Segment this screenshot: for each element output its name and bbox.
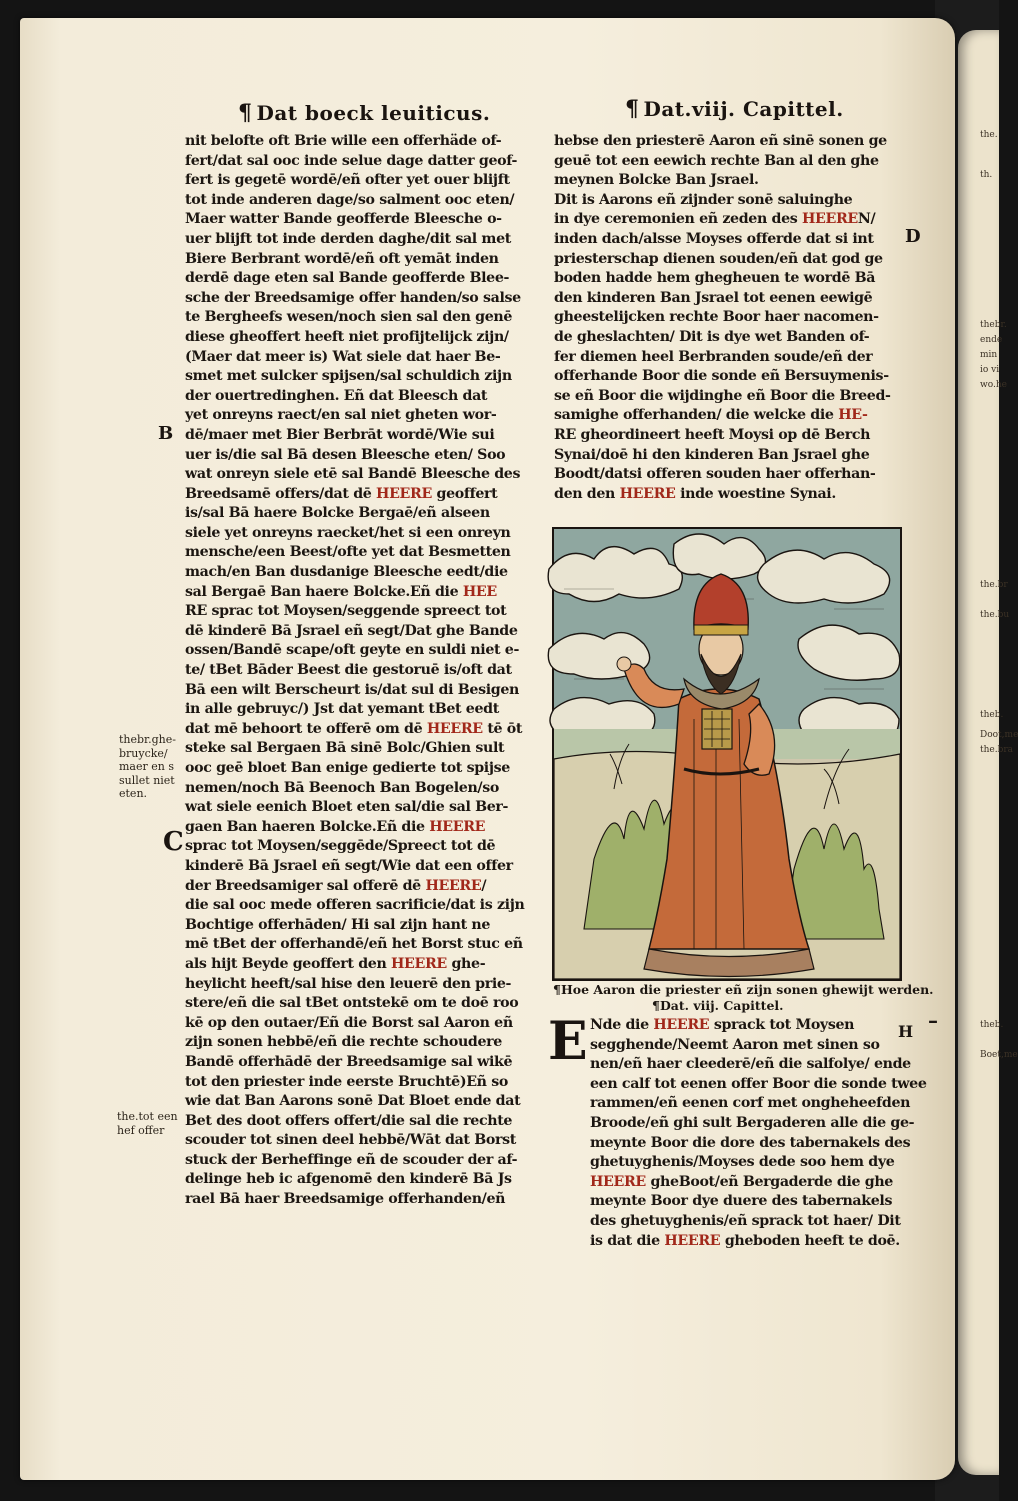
text-line: Maer watter Bande geofferde Bleesche o-: [185, 211, 502, 228]
facing-page-note: thebr.: [980, 320, 1007, 330]
facing-page-note: min: [980, 350, 998, 360]
text-line: stuck der Berheffinge eñ de scouder der af-: [185, 1151, 518, 1168]
text-line: tot inde anderen dage/so salment ooc eten/: [185, 191, 515, 208]
pilcrow-icon: ¶: [652, 998, 660, 1013]
text-line: den kinderen Ban Jsrael tot eenen eewigē: [554, 289, 873, 306]
facing-page-note: Doot,me: [980, 730, 1018, 740]
text-line: in dye ceremonien eñ zeden des HEEREN/: [554, 211, 876, 228]
text-line: boden hadde hem ghegheuen te wordē Bā: [554, 270, 876, 287]
text-line: smet met sulcker spijsen/sal schuldich zijn: [185, 368, 512, 385]
text-line: gaen Ban haeren Bolcke.Eñ die HEERE: [185, 818, 486, 835]
margin-note-line: maer en s: [119, 760, 174, 773]
margin-note: [117, 1110, 178, 1137]
text-line: Bandē offerhādē der Breedsamige sal wikē: [185, 1053, 513, 1070]
text-line: Bochtige offerhāden/ Hi sal zijn hant ne: [185, 916, 491, 933]
woodcut-illustration: [552, 527, 902, 981]
text-line: Bā een wilt Berscheurt is/dat sul di Besigen: [185, 681, 519, 698]
text-line: diese gheoffert heeft niet profijtelijck zijn/: [185, 328, 509, 345]
facing-page-note: the.bu: [980, 610, 1010, 620]
text-line: HEERE gheBoot/eñ Bergaderde die ghe: [590, 1173, 893, 1190]
margin-note: [119, 733, 176, 801]
text-line: stere/eñ die sal tBet ontstekē om te doē roo: [185, 995, 519, 1012]
text-line: zijn sonen hebbē/eñ die rechte schoudere: [185, 1034, 502, 1051]
text-line: dē/maer met Bier Berbrāt wordē/Wie sui: [185, 426, 495, 443]
text-line: een calf tot eenen offer Boor die sonde twee: [590, 1075, 927, 1092]
facing-page-note: the.bra: [980, 745, 1014, 755]
text-line: Broode/eñ ghi sult Bergaderen alle die ge-: [590, 1114, 915, 1131]
text-line: nen/eñ haer cleederē/eñ die salfolye/ ende: [590, 1056, 911, 1073]
margin-note-line: the.tot een: [117, 1110, 178, 1123]
text-line: fert/dat sal ooc inde selue dage datter geof-: [185, 152, 518, 169]
paragraph-marker: C: [163, 827, 184, 857]
facing-page-note: th.: [980, 170, 993, 180]
facing-page-note: ende: [980, 335, 1003, 345]
text-line: mensche/een Beest/ofte yet dat Besmetten: [185, 544, 511, 561]
facing-page-note: io vi: [980, 365, 1000, 375]
text-line: is/sal Bā haere Bolcke Bergaē/eñ alseen: [185, 505, 490, 522]
text-line: inden dach/alsse Moyses offerde dat si int: [554, 230, 874, 247]
text-line: Nde die HEERE sprack tot Moysen: [590, 1017, 855, 1033]
text-line: ossen/Bandē scape/oft geyte en suldi niet e-: [185, 642, 520, 659]
text-line: uer blijft tot inde derden daghe/dit sal met: [185, 230, 511, 247]
text-line: Dit is Aarons eñ zijnder sonē saluinghe: [554, 191, 853, 208]
text-line: samighe offerhanden/ die welcke die HE-: [554, 407, 868, 424]
text-line: mach/en Ban dusdanige Bleesche eedt/die: [185, 564, 508, 581]
text-line: Bet des doot offers offert/die sal die rechte: [185, 1112, 513, 1129]
left-text-column: [185, 132, 535, 1210]
facing-page-edge: [958, 30, 1018, 1475]
text-line: wat onreyn siele etē sal Bandē Bleesche des: [185, 466, 521, 483]
text-line: yet onreyns raect/en sal niet gheten wor-: [185, 407, 497, 424]
text-line: ghetuyghenis/Moyses dede soo hem dye: [590, 1154, 895, 1171]
text-line: hebse den priesterē Aaron eñ sinē sonen ge: [554, 133, 887, 149]
text-line: fert is gegetē wordē/eñ ofter yet ouer blijft: [185, 172, 510, 189]
text-line: scouder tot sinen deel hebbē/Wāt dat Borst: [185, 1132, 516, 1149]
facing-page-note: wo.he: [980, 380, 1007, 390]
text-line: gheestelijcken rechte Boor haer nacomen-: [554, 309, 879, 326]
text-line: sche der Breedsamige offer handen/so salse: [185, 289, 521, 306]
text-line: geuē tot een eewich rechte Ban al den ghe: [554, 152, 879, 169]
facing-page-note: the.: [980, 130, 998, 140]
text-line: RE gheordineert heeft Moysi op dē Berch: [554, 426, 871, 443]
facing-page-note: theb.: [980, 1020, 1004, 1030]
margin-note-line: thebr.ghe-: [119, 733, 176, 746]
chapter-subheading: ¶Dat. viij. Capittel.: [652, 998, 784, 1013]
text-line: siele yet onreyns raecket/het si een onreyn: [185, 524, 511, 541]
text-line: fer diemen heel Berbranden soude/eñ der: [554, 348, 873, 365]
text-line: den den HEERE inde woestine Synai.: [554, 485, 836, 502]
text-line: die sal ooc mede offeren sacrificie/dat is zijn: [185, 897, 525, 914]
text-line: nemen/noch Bā Beenoch Ban Bogelen/so: [185, 779, 499, 796]
text-line: wat siele eenich Bloet eten sal/die sal Ber-: [185, 799, 509, 816]
text-line: meynen Bolcke Ban Jsrael.: [554, 172, 759, 189]
text-line: der ouertredinghen. Eñ dat Bleesch dat: [185, 387, 488, 404]
text-line: RE sprac tot Moysen/seggende spreect tot: [185, 603, 507, 620]
text-line: is dat die HEERE gheboden heeft te doē.: [590, 1232, 900, 1249]
paragraph-marker: B: [158, 423, 174, 444]
text-line: Boodt/datsi offeren souden haer offerhan-: [554, 466, 876, 483]
text-line: offerhande Boor die sonde eñ Bersuymenis-: [554, 368, 889, 385]
text-line: dat mē behoort te offerē om dē HEERE tē ōt: [185, 720, 523, 737]
facing-page-note: the.br: [980, 580, 1008, 590]
text-line: sprac tot Moysen/seggēde/Spreect tot dē: [185, 838, 496, 855]
text-line: in alle gebruyc/) Jst dat yemant tBet eedt: [185, 701, 499, 718]
text-line: nit belofte oft Brie wille een offerhäde of-: [185, 133, 502, 149]
text-line: wie dat Ban Aarons sonē Dat Bloet ende dat: [185, 1093, 521, 1110]
text-line: ooc geē bloet Ban enige gedierte tot spijse: [185, 760, 510, 776]
text-line: de gheslachten/ Dit is dye wet Banden of-: [554, 328, 870, 345]
text-line: kinderē Bā Jsrael eñ segt/Wie dat een offer: [185, 857, 513, 874]
text-line: als hijt Beyde geoffert den HEERE ghe-: [185, 955, 486, 972]
pilcrow-icon: ¶: [238, 100, 253, 126]
right-text-column-bottom: [590, 1016, 927, 1251]
right-text-column-top: [554, 132, 904, 504]
text-line: meynte Boor die dore des tabernakels des: [590, 1134, 911, 1151]
text-line: mē tBet der offerhandē/eñ het Borst stuc eñ: [185, 936, 523, 953]
text-line: uer is/die sal Bā desen Bleesche eten/ Soo: [185, 446, 506, 463]
text-line: tot den priester inde eerste Bruchtē)Eñ so: [185, 1073, 508, 1090]
text-line: rael Bā haer Breedsamige offerhanden/eñ: [185, 1191, 506, 1208]
text-line: Breedsamē offers/dat dē HEERE geoffert: [185, 485, 498, 502]
drop-capital: E: [548, 1011, 588, 1072]
text-line: meynte Boor dye duere des tabernakels: [590, 1193, 893, 1210]
text-line: delinge heb ic afgenomē den kinderē Bā Js: [185, 1171, 512, 1188]
text-line: dē kinderē Bā Jsrael eñ segt/Dat ghe Bande: [185, 622, 518, 639]
text-line: kē op den outaer/Eñ die Borst sal Aaron eñ: [185, 1014, 513, 1031]
pilcrow-icon: ¶: [553, 982, 561, 997]
paragraph-marker: H: [898, 1022, 914, 1041]
pilcrow-icon: ¶: [625, 96, 640, 122]
facing-page-note: theb.: [980, 710, 1004, 720]
text-line: steke sal Bergaen Bā sinē Bolc/Ghien sult: [185, 740, 505, 757]
paragraph-marker: D: [905, 226, 921, 247]
text-line: des ghetuyghenis/eñ sprack tot haer/ Dit: [590, 1212, 901, 1229]
facing-page-note: Boet,me: [980, 1050, 1018, 1060]
margin-note-line: bruycke/: [119, 746, 168, 760]
dash-mark: –: [928, 1008, 938, 1032]
aaron-priest-woodcut: [554, 529, 900, 979]
text-line: derdē dage eten sal Bande geofferde Blee-: [185, 270, 510, 287]
text-line: segghende/Neemt Aaron met sinen so: [590, 1036, 880, 1053]
right-running-header: ¶ Dat.viij. Capittel.: [625, 96, 844, 122]
text-line: Synai/doē hi den kinderen Ban Jsrael ghe: [554, 446, 870, 463]
text-line: heylicht heeft/sal hise den leuerē den prie-: [185, 975, 512, 992]
text-line: sal Bergaē Ban haere Bolcke.Eñ die HEE: [185, 583, 497, 600]
figure-caption: ¶Hoe Aaron die priester eñ zijn sonen ghewijt werden.: [553, 982, 934, 997]
text-line: priesterschap dienen souden/eñ dat god ge: [554, 250, 883, 267]
text-line: rammen/eñ eenen corf met ongheheefden: [590, 1095, 911, 1112]
margin-note-line: hef offer: [117, 1123, 165, 1137]
left-running-header: ¶ Dat boeck leuiticus.: [238, 100, 491, 126]
text-line: (Maer dat meer is) Wat siele dat haer Be-: [185, 348, 501, 365]
text-line: te/ tBet Bāder Beest die gestoruē is/oft dat: [185, 662, 512, 679]
text-line: der Breedsamiger sal offerē dē HEERE/: [185, 877, 487, 894]
margin-note-line: eten.: [119, 787, 148, 800]
text-line: se eñ Boor die wijdinghe eñ Boor die Breed-: [554, 387, 891, 404]
text-line: te Bergheefs wesen/noch sien sal den genē: [185, 309, 513, 326]
margin-note-line: sullet niet: [119, 773, 175, 787]
text-line: Biere Berbrant wordē/eñ oft yemāt inden: [185, 250, 499, 267]
